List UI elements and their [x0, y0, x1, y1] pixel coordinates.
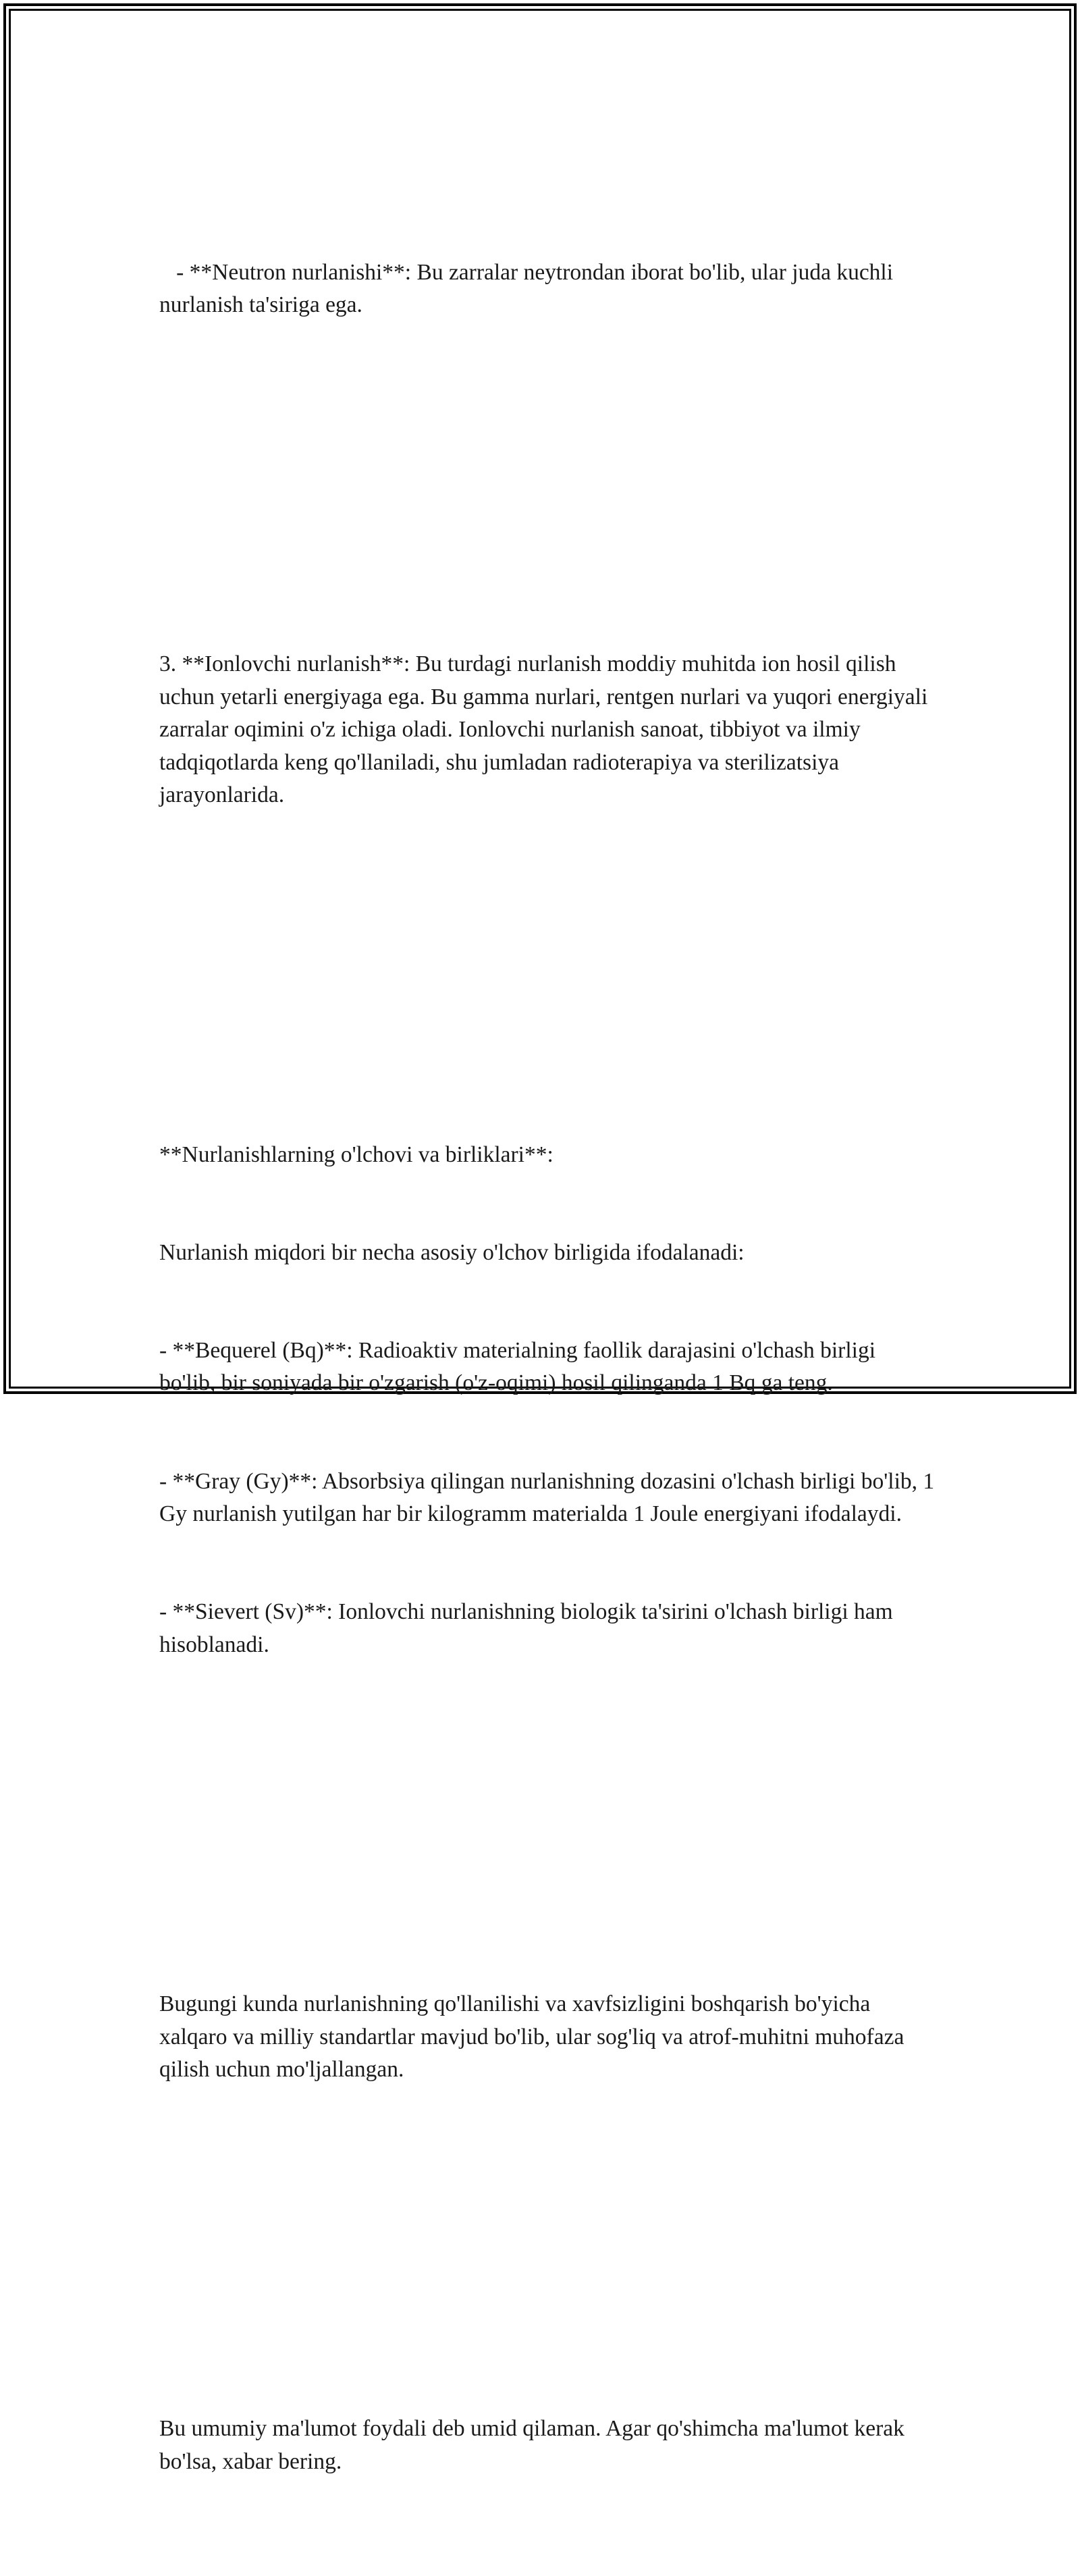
paragraph-neutron — [159, 191, 936, 387]
paragraph-ionizing — [159, 583, 936, 878]
paragraph-spacer — [159, 2217, 936, 2249]
paragraph-spacer — [159, 942, 936, 975]
list-item-bequerel: - **Bequerel (Bq)**: Radioaktiv materialning faollik darajasini o'lchash birligi bo'lib, bir soniyada bir o'zgarish (o'z-oqimi) hosil qilinganda 1 Bq ga teng. — [159, 1338, 882, 1396]
list-item-sievert: - **Sievert (Sv)**: Ionlovchi nurlanishning biologik ta'sirini o'lchash birligi ham hisoblanadi. — [159, 1599, 899, 1657]
paragraph-standards — [159, 1923, 936, 2151]
text-line: Bugungi kunda nurlanishning qo'llanilishi va xavfsizligini boshqarish bo'yicha xalqaro va milliy standartlar mavjud bo'lib, ular sog'liq va atrof-muhitni muhofaza qilish uchun mo'ljallangan. — [159, 1991, 910, 2082]
list-item-gray: - **Gray (Gy)**: Absorbsiya qilingan nurlanishning dozasini o'lchash birligi bo'lib, 1 Gy nurlanish yutilgan har bir kilogramm materialda 1 Joule energiyani ifodalaydi. — [159, 1468, 940, 1527]
text-line: Bu umumiy ma'lumot foydali deb umid qilaman. Agar qo'shimcha ma'lumot kerak bo'lsa, xabar bering. — [159, 2416, 911, 2474]
text-line: 3. **Ionlovchi nurlanish**: Bu turdagi nurlanish moddiy muhitda ion hosil qilish uchun yetarli energiyaga ega. Bu gamma nurlari, rentgen nurlari va yuqori energiyali zarralar oqimini o'z ichiga oladi. Ionlovchi nurlanish sanoat, tibbiyot va ilmiy tadqiqotlarda keng qo'llaniladi, shu jumladan radioterapiya va sterilizatsiya jarayonlarida. — [159, 651, 934, 808]
paragraph-closing — [159, 2348, 936, 2544]
section-heading: **Nurlanishlarning o'lchovi va birliklari**: — [159, 1142, 554, 1167]
paragraph-spacer — [159, 452, 936, 485]
paragraph-units — [159, 1073, 940, 1727]
text-line: - **Neutron nurlanishi**: Bu zarralar neytrondan iborat bo'lib, ular juda kuchli nurlanish ta'siriga ega. — [159, 259, 899, 318]
text-line: Nurlanish miqdori bir necha asosiy o'lchov birligida ifodalanadi: — [159, 1239, 745, 1265]
document-body — [159, 126, 940, 2576]
paragraph-spacer — [159, 1792, 936, 1825]
